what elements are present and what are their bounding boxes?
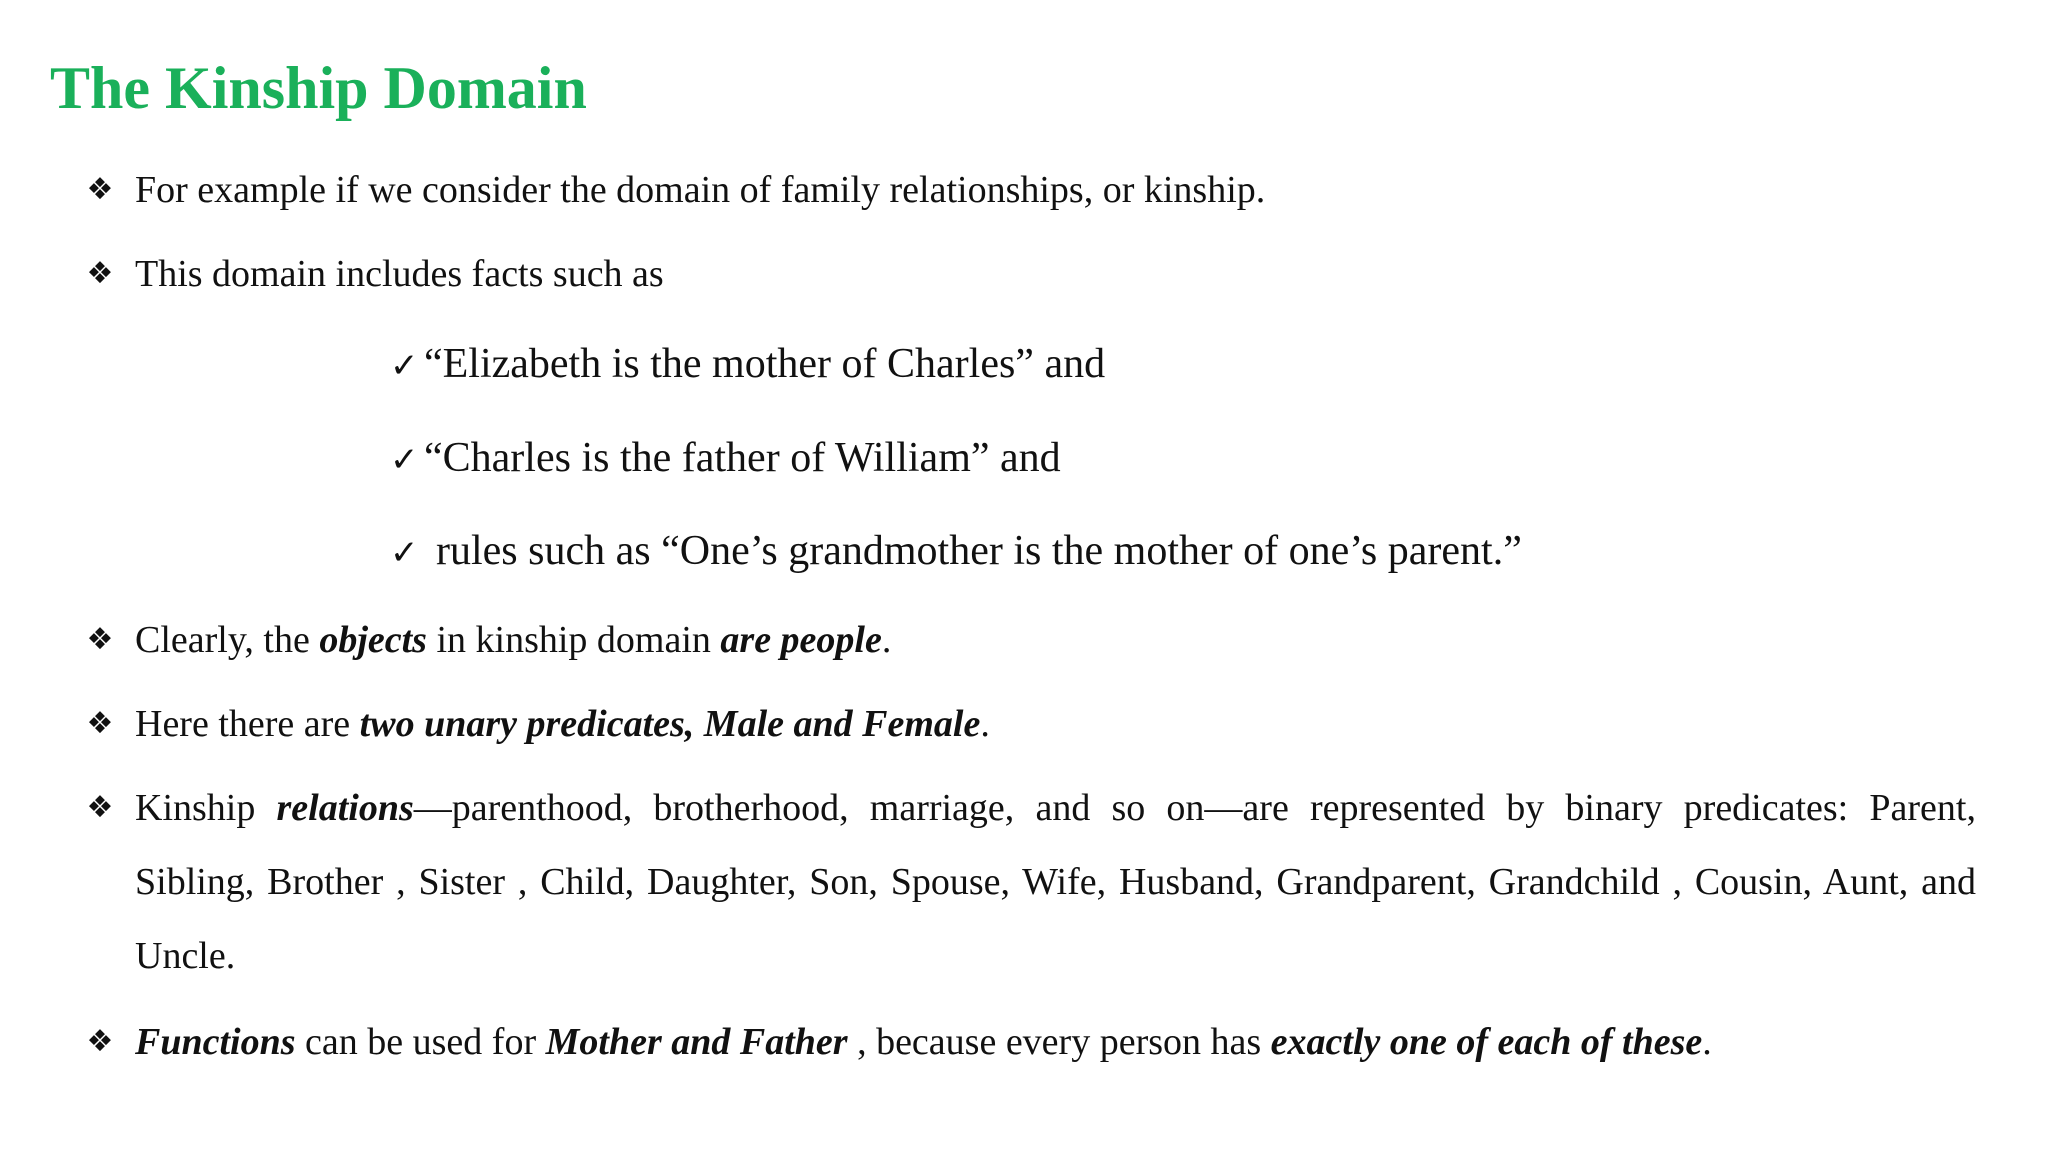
text-run: Clearly, the [135, 619, 320, 661]
diamond-bullet-icon: ❖ [86, 622, 114, 657]
text-run: . [881, 619, 892, 661]
diamond-bullet-icon: ❖ [86, 790, 114, 825]
bullet-text [135, 771, 1976, 993]
fact-item [390, 519, 1522, 585]
diamond-bullet-icon: ❖ [86, 1024, 114, 1059]
emphasis-run: two unary predicates, Male and Female [359, 703, 981, 745]
emphasis-run: are people [720, 619, 882, 661]
fact-text: “Elizabeth is the mother of Charles” and [424, 341, 1106, 387]
fact-text: “Charles is the father of William” and [424, 435, 1061, 481]
fact-text: rules such as “One’s grandmother is the mother of one’s parent.” [436, 528, 1522, 574]
emphasis-run: Mother and Father [545, 1021, 848, 1063]
text-run: can be used for [295, 1021, 546, 1063]
text-run: Here there are [135, 703, 360, 745]
emphasis-run: objects [319, 619, 427, 661]
emphasis-run: relations [276, 787, 414, 829]
bullet-item [80, 771, 1976, 993]
bullet-text [135, 1005, 1976, 1079]
checkmark-icon: ✓ [390, 440, 419, 480]
diamond-bullet-icon: ❖ [86, 256, 114, 291]
text-run: —parenthood, brotherhood, marriage, and so on—are represented by binary predicates: Parent, Sibling, Brother , Sister , Child, Daughter, Son, Spouse, Wife, Husband, Grandparent, Grandchild , Cousin, Aunt, and Uncle. [135, 787, 1976, 977]
bullet-item [80, 237, 1976, 311]
bullet-item [80, 153, 1976, 227]
bullet-item [80, 687, 1976, 761]
bullet-text: This domain includes facts such as [135, 253, 664, 295]
bullet-item [80, 603, 1976, 677]
fact-item [390, 332, 1105, 398]
checkmark-icon: ✓ [390, 346, 419, 386]
diamond-bullet-icon: ❖ [86, 172, 114, 207]
bullet-text [135, 603, 1976, 677]
fact-item [390, 426, 1061, 492]
text-run: . [1702, 1021, 1712, 1063]
bullet-item [80, 1005, 1976, 1079]
slide-title: The Kinship Domain [50, 55, 587, 121]
bullet-text [135, 687, 1976, 761]
text-run: . [980, 703, 990, 745]
text-run: , because every person has [847, 1021, 1271, 1063]
text-run: Kinship [135, 787, 277, 829]
diamond-bullet-icon: ❖ [86, 706, 114, 741]
text-run: in kinship domain [426, 619, 721, 661]
checkmark-icon: ✓ [390, 533, 419, 573]
bullet-text: For example if we consider the domain of family relationships, or kinship. [135, 169, 1266, 211]
emphasis-run: exactly one of each of these [1270, 1021, 1703, 1063]
emphasis-run: Functions [135, 1021, 296, 1063]
